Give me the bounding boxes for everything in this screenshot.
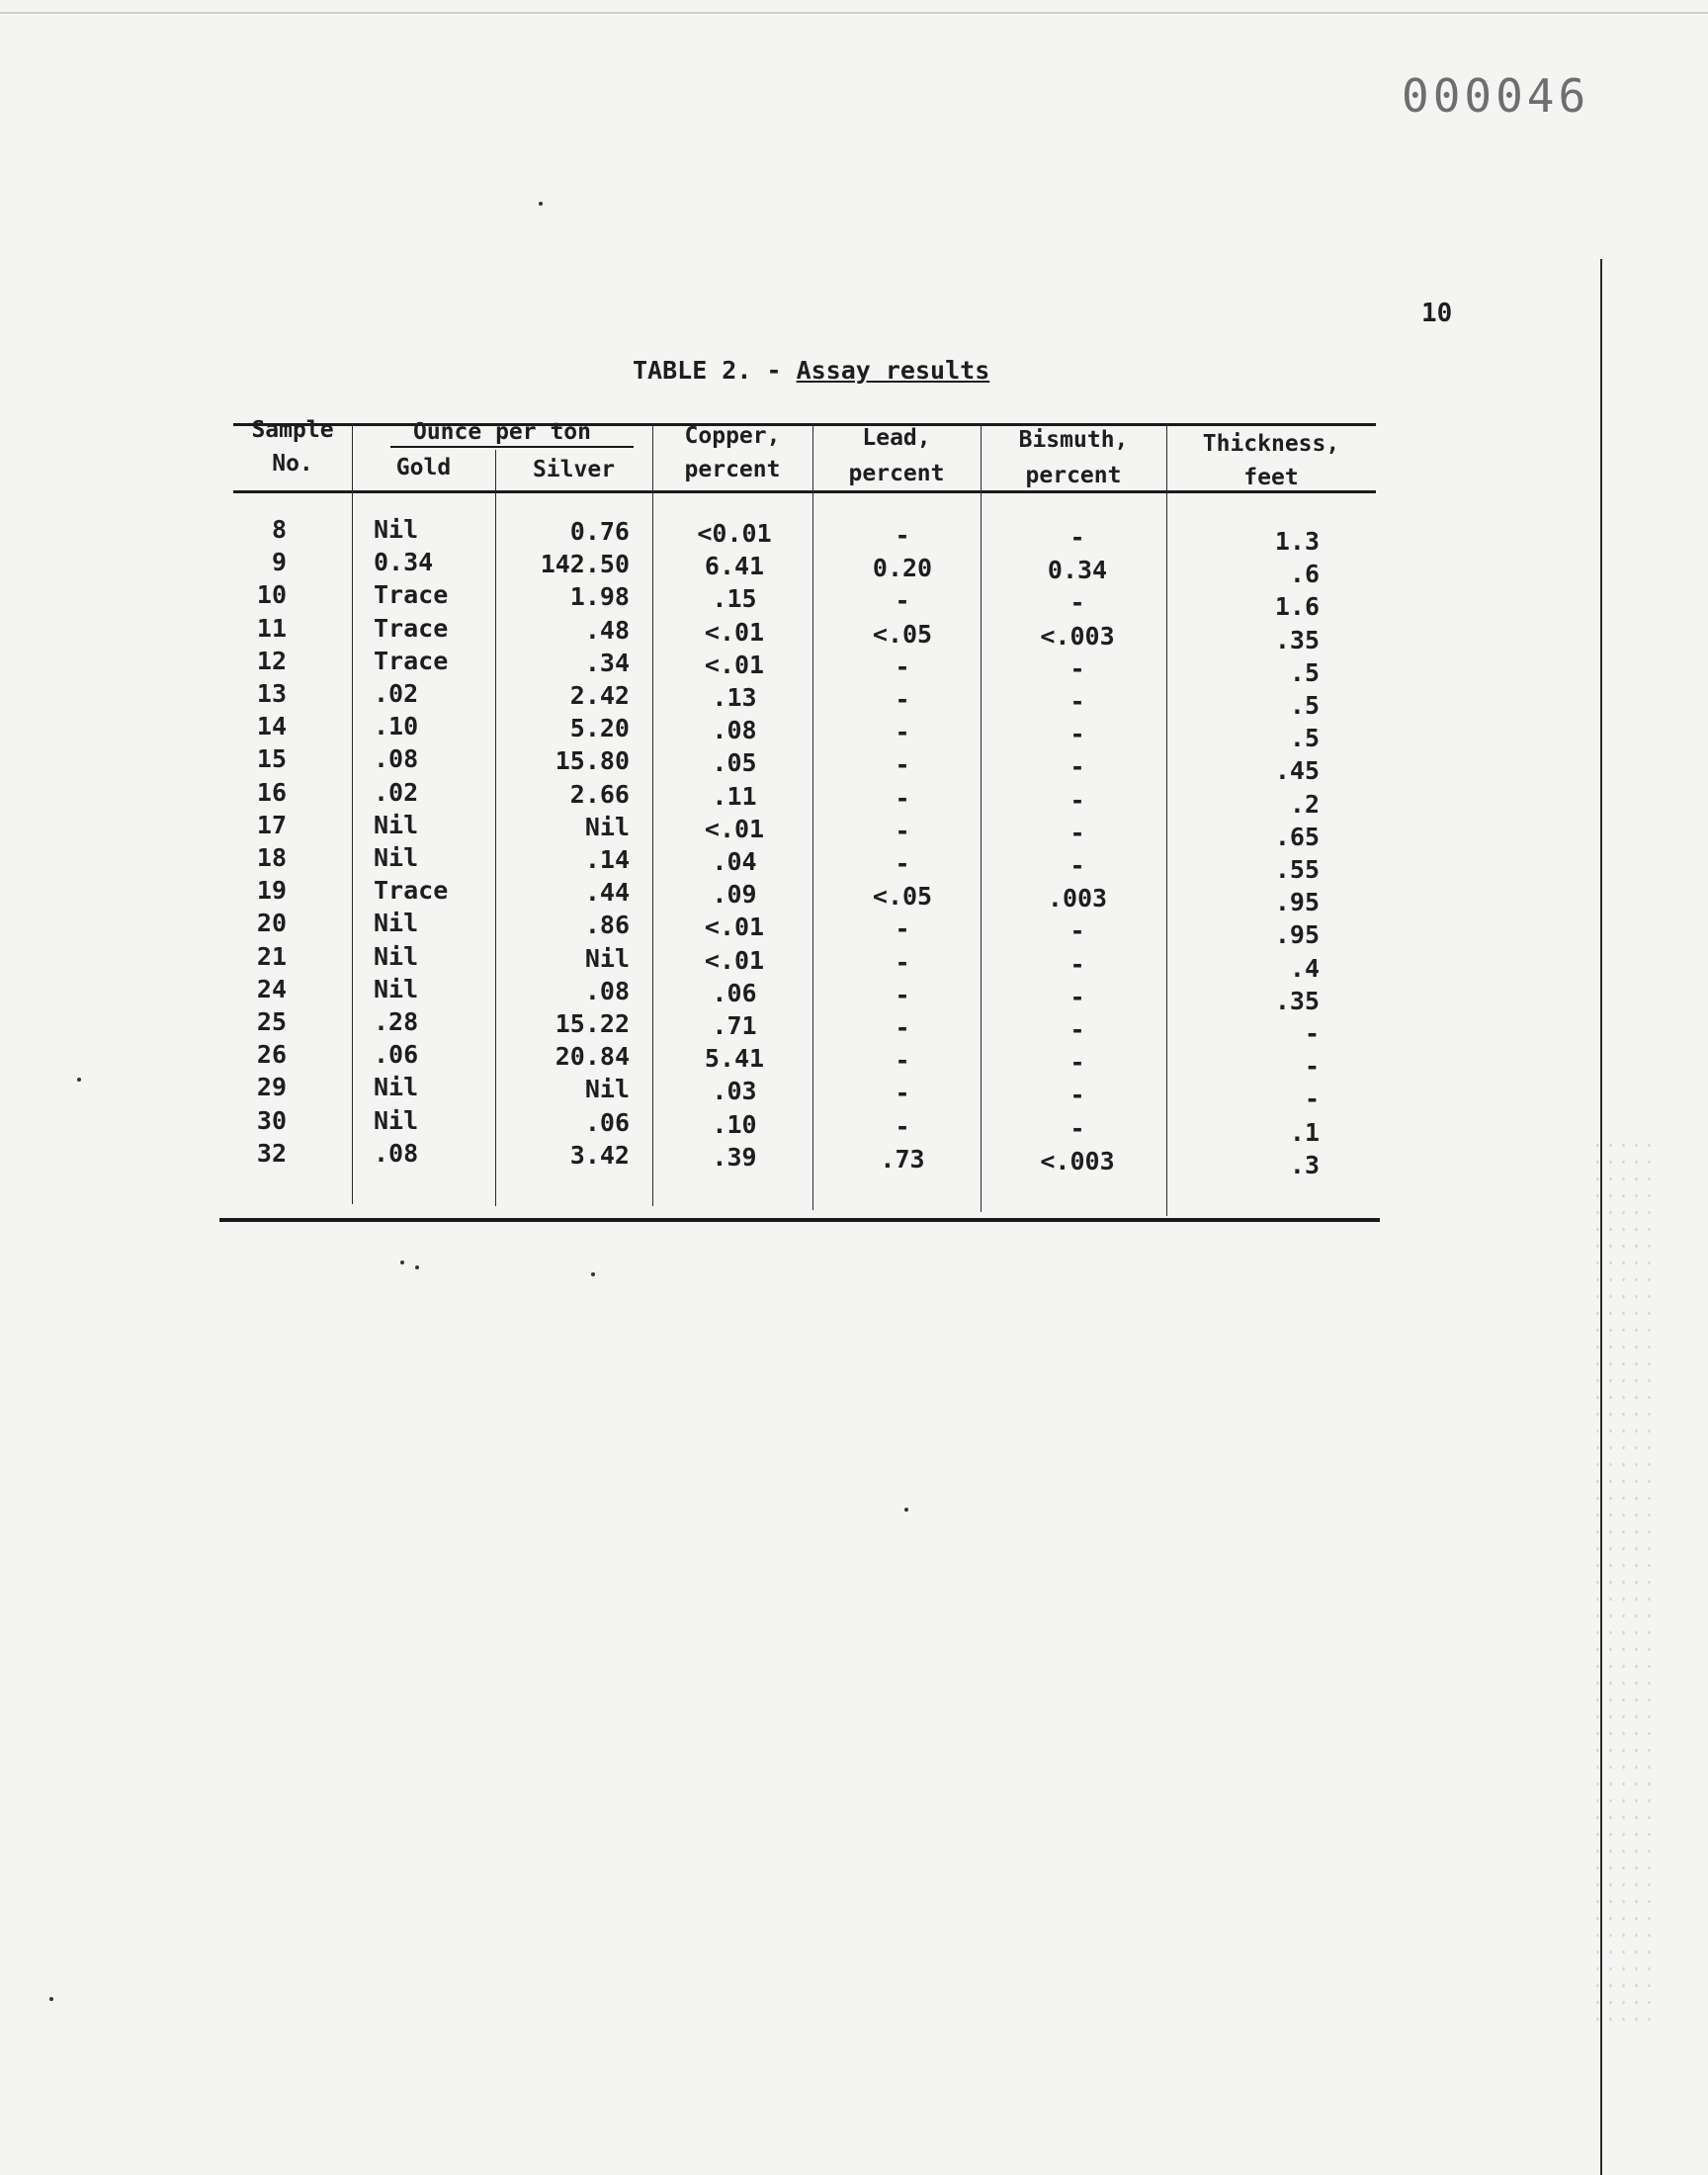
- cell-lead: <.05: [872, 882, 933, 911]
- cell-sample: 19: [256, 876, 287, 905]
- scan-dot: [539, 202, 543, 206]
- cell-thickness: .1: [1289, 1118, 1320, 1147]
- cell-gold: .28: [374, 1007, 419, 1036]
- scan-dot: [49, 1997, 53, 2001]
- cell-thickness: .4: [1289, 954, 1320, 983]
- cell-copper: .71: [712, 1011, 757, 1040]
- cell-silver: .06: [584, 1108, 630, 1137]
- cell-thickness: .6: [1289, 560, 1320, 588]
- cell-gold: Trace: [374, 580, 449, 609]
- header-lead-line1: Lead,: [862, 425, 931, 451]
- scan-dot: [591, 1272, 595, 1276]
- cell-lead: -: [895, 1079, 910, 1107]
- cell-bismuth: -: [1069, 950, 1085, 979]
- cell-silver: 15.22: [555, 1009, 630, 1038]
- cell-sample: 30: [256, 1106, 287, 1135]
- cell-copper: <.01: [704, 618, 765, 647]
- column-separator: [812, 423, 813, 1210]
- cell-copper: <.01: [704, 815, 765, 843]
- cell-copper: .08: [712, 716, 757, 744]
- cell-silver: 2.66: [569, 780, 630, 809]
- cell-silver: .44: [584, 878, 630, 907]
- cell-sample: 8: [271, 515, 287, 544]
- cell-silver: Nil: [584, 813, 630, 841]
- cell-copper: 6.41: [704, 552, 765, 580]
- cell-sample: 26: [256, 1040, 287, 1069]
- cell-bismuth: <.003: [1040, 1147, 1115, 1175]
- scan-dot: [400, 1261, 404, 1264]
- cell-gold: Nil: [374, 515, 419, 544]
- header-gold: Gold: [395, 455, 452, 480]
- cell-gold: Nil: [374, 975, 419, 1003]
- cell-thickness: .5: [1289, 691, 1320, 720]
- cell-silver: .08: [584, 977, 630, 1005]
- column-separator: [1166, 423, 1167, 1216]
- cell-lead: -: [895, 586, 910, 615]
- page-number: 10: [1421, 299, 1453, 328]
- cell-thickness: .45: [1274, 756, 1320, 785]
- cell-silver: 20.84: [555, 1042, 630, 1071]
- cell-thickness: .35: [1274, 987, 1320, 1015]
- scan-top-edge: [0, 12, 1708, 14]
- cell-lead: -: [895, 849, 910, 878]
- scan-speckle: [1591, 1137, 1661, 2027]
- cell-lead: -: [895, 784, 910, 813]
- cell-copper: 5.41: [704, 1044, 765, 1073]
- cell-gold: .10: [374, 712, 419, 740]
- cell-gold: .02: [374, 778, 419, 807]
- cell-silver: 142.50: [540, 550, 630, 578]
- header-sample-line2: No.: [272, 451, 313, 477]
- cell-copper: .15: [712, 584, 757, 613]
- cell-sample: 29: [256, 1073, 287, 1101]
- cell-silver: 0.76: [569, 517, 630, 546]
- cell-thickness: .5: [1289, 724, 1320, 752]
- cell-sample: 12: [256, 647, 287, 675]
- cell-gold: Nil: [374, 1073, 419, 1101]
- cell-silver: .86: [584, 911, 630, 939]
- header-lead-line2: percent: [848, 461, 945, 486]
- cell-copper: .39: [712, 1143, 757, 1172]
- cell-copper: <0.01: [697, 519, 772, 548]
- cell-gold: Trace: [374, 876, 449, 905]
- cell-thickness: -: [1304, 1019, 1320, 1048]
- cell-silver: 1.98: [569, 582, 630, 611]
- cell-copper: .06: [712, 979, 757, 1007]
- cell-silver: .34: [584, 649, 630, 677]
- cell-gold: Nil: [374, 909, 419, 937]
- table-title-prefix: TABLE 2. -: [633, 356, 797, 385]
- column-separator: [981, 423, 982, 1212]
- cell-gold: .08: [374, 1139, 419, 1168]
- cell-bismuth: -: [1069, 523, 1085, 552]
- cell-bismuth: -: [1069, 1114, 1085, 1143]
- cell-lead: -: [895, 1112, 910, 1141]
- cell-bismuth: 0.34: [1047, 556, 1108, 584]
- header-bismuth-line1: Bismuth,: [1018, 427, 1129, 453]
- column-separator: [352, 423, 353, 1204]
- cell-lead: -: [895, 652, 910, 681]
- cell-sample: 25: [256, 1007, 287, 1036]
- cell-gold: Nil: [374, 811, 419, 839]
- cell-bismuth: -: [1069, 851, 1085, 880]
- header-bismuth-line2: percent: [1025, 463, 1122, 488]
- cell-copper: .03: [712, 1077, 757, 1105]
- cell-copper: .05: [712, 748, 757, 777]
- cell-copper: .11: [712, 782, 757, 811]
- document-stamp: 000046: [1402, 69, 1590, 123]
- table-title: [633, 356, 989, 385]
- scan-dot: [77, 1078, 81, 1082]
- header-silver: Silver: [532, 457, 616, 482]
- cell-lead: 0.20: [872, 554, 933, 582]
- cell-gold: .02: [374, 679, 419, 708]
- table-bottom-rule: [219, 1218, 1380, 1222]
- cell-sample: 17: [256, 811, 287, 839]
- cell-silver: 3.42: [569, 1141, 630, 1170]
- cell-copper: .10: [712, 1110, 757, 1139]
- cell-copper: .04: [712, 847, 757, 876]
- cell-thickness: .65: [1274, 823, 1320, 851]
- cell-silver: .14: [584, 845, 630, 874]
- cell-gold: .06: [374, 1040, 419, 1069]
- cell-thickness: -: [1304, 1085, 1320, 1113]
- cell-sample: 21: [256, 942, 287, 971]
- cell-bismuth: .003: [1047, 884, 1108, 913]
- cell-thickness: .5: [1289, 658, 1320, 687]
- cell-gold: .08: [374, 744, 419, 773]
- cell-lead: -: [895, 685, 910, 714]
- cell-sample: 9: [271, 548, 287, 576]
- column-separator: [652, 423, 653, 1206]
- cell-sample: 24: [256, 975, 287, 1003]
- cell-thickness: .55: [1274, 855, 1320, 884]
- cell-gold: Trace: [374, 614, 449, 643]
- cell-lead: .73: [880, 1145, 925, 1174]
- cell-thickness: -: [1304, 1052, 1320, 1081]
- cell-gold: Trace: [374, 647, 449, 675]
- cell-sample: 32: [256, 1139, 287, 1168]
- cell-bismuth: -: [1069, 752, 1085, 781]
- cell-bismuth: -: [1069, 916, 1085, 945]
- cell-lead: -: [895, 914, 910, 943]
- cell-thickness: 1.3: [1274, 527, 1320, 556]
- cell-thickness: .3: [1289, 1151, 1320, 1179]
- cell-copper: <.01: [704, 913, 765, 941]
- scan-dot: [904, 1508, 908, 1512]
- header-thickness-line1: Thickness,: [1202, 431, 1340, 457]
- cell-bismuth: -: [1069, 786, 1085, 815]
- cell-lead: -: [895, 718, 910, 746]
- cell-silver: Nil: [584, 1075, 630, 1103]
- cell-lead: -: [895, 521, 910, 550]
- cell-thickness: .35: [1274, 626, 1320, 654]
- cell-gold: Nil: [374, 942, 419, 971]
- cell-lead: -: [895, 1013, 910, 1042]
- cell-sample: 10: [256, 580, 287, 609]
- table-title-main: Assay results: [796, 356, 990, 385]
- cell-copper: .13: [712, 683, 757, 712]
- header-copper-line2: percent: [684, 457, 781, 482]
- cell-sample: 15: [256, 744, 287, 773]
- header-copper-line1: Copper,: [684, 423, 781, 449]
- cell-silver: 15.80: [555, 746, 630, 775]
- cell-bismuth: -: [1069, 654, 1085, 683]
- cell-bismuth: -: [1069, 1081, 1085, 1109]
- cell-lead: -: [895, 981, 910, 1009]
- cell-bismuth: -: [1069, 588, 1085, 617]
- cell-lead: -: [895, 817, 910, 845]
- cell-silver: .48: [584, 616, 630, 645]
- cell-gold: Nil: [374, 1106, 419, 1135]
- cell-copper: <.01: [704, 946, 765, 975]
- cell-bismuth: -: [1069, 819, 1085, 847]
- cell-silver: Nil: [584, 944, 630, 973]
- cell-bismuth: -: [1069, 983, 1085, 1011]
- column-separator: [495, 450, 496, 1206]
- cell-sample: 16: [256, 778, 287, 807]
- cell-lead: <.05: [872, 620, 933, 649]
- cell-lead: -: [895, 1046, 910, 1075]
- cell-gold: 0.34: [374, 548, 434, 576]
- cell-sample: 13: [256, 679, 287, 708]
- cell-silver: 5.20: [569, 714, 630, 742]
- cell-thickness: 1.6: [1274, 592, 1320, 621]
- cell-thickness: .95: [1274, 920, 1320, 949]
- cell-bismuth: -: [1069, 1015, 1085, 1044]
- cell-sample: 20: [256, 909, 287, 937]
- cell-silver: 2.42: [569, 681, 630, 710]
- cell-copper: .09: [712, 880, 757, 909]
- cell-thickness: .95: [1274, 888, 1320, 916]
- cell-bismuth: -: [1069, 687, 1085, 716]
- cell-bismuth: -: [1069, 720, 1085, 748]
- cell-lead: -: [895, 948, 910, 977]
- header-sample-line1: Sample: [251, 417, 334, 443]
- cell-thickness: .2: [1289, 790, 1320, 819]
- header-ounce-group: Ounce per ton: [412, 419, 591, 445]
- cell-bismuth: <.003: [1040, 622, 1115, 651]
- header-thickness-line2: feet: [1243, 465, 1299, 490]
- cell-sample: 14: [256, 712, 287, 740]
- cell-copper: <.01: [704, 651, 765, 679]
- scan-dot: [415, 1265, 419, 1269]
- cell-sample: 18: [256, 843, 287, 872]
- cell-sample: 11: [256, 614, 287, 643]
- cell-bismuth: -: [1069, 1048, 1085, 1077]
- cell-lead: -: [895, 750, 910, 779]
- cell-gold: Nil: [374, 843, 419, 872]
